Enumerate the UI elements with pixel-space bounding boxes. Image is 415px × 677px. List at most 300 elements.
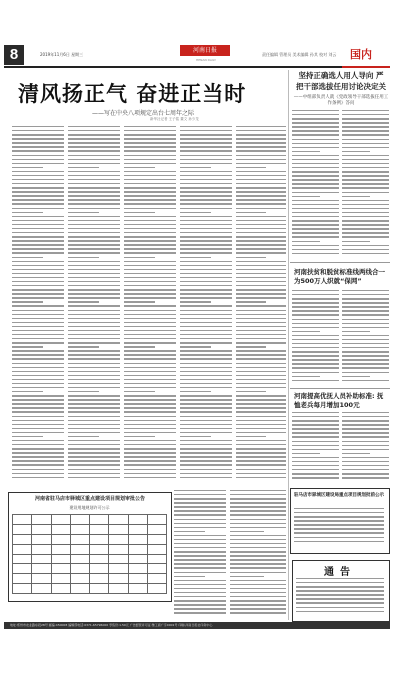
text-line: [180, 358, 232, 359]
text-line: [124, 432, 176, 433]
text-line: [12, 183, 64, 184]
text-line: [124, 371, 176, 372]
text-line: [230, 510, 286, 511]
text-line: [342, 351, 389, 352]
text-line: [12, 261, 64, 262]
text-line: [292, 245, 339, 246]
text-line: [342, 183, 389, 184]
text-line: [230, 604, 286, 605]
text-line: [292, 224, 339, 225]
text-line: [124, 424, 176, 425]
text-line: [68, 293, 120, 294]
text-line: [12, 395, 64, 396]
text-line: [342, 355, 389, 356]
text-line: [68, 371, 120, 372]
text-line: [68, 130, 120, 131]
text-line: [12, 469, 64, 470]
text-line: [180, 305, 232, 306]
text-line: [12, 285, 64, 286]
text-line: [180, 126, 232, 127]
text-line: [174, 551, 226, 552]
text-line: [180, 199, 232, 200]
text-line: [236, 277, 286, 278]
text-line: [180, 456, 232, 457]
text-line: [230, 576, 264, 577]
text-line: [236, 159, 286, 160]
text-line: [124, 289, 176, 290]
text-line: [12, 208, 64, 209]
text-line: [342, 302, 389, 303]
text-line: [68, 358, 120, 359]
text-line: [68, 379, 120, 380]
text-line: [230, 527, 286, 528]
text-line: [236, 350, 286, 351]
text-line: [68, 464, 120, 465]
text-line: [236, 146, 286, 147]
text-line: [236, 440, 286, 441]
text-line: [236, 126, 286, 127]
text-line: [180, 261, 232, 262]
text-line: [292, 372, 339, 373]
text-line: [292, 216, 339, 217]
text-line: [124, 220, 176, 221]
text-line: [68, 334, 120, 335]
text-line: [68, 330, 120, 331]
text-line: [12, 134, 64, 135]
text-line: [180, 142, 232, 143]
text-line: [180, 269, 232, 270]
text-line: [292, 380, 339, 381]
text-line: [236, 285, 286, 286]
text-line: [180, 208, 232, 209]
text-line: [236, 155, 286, 156]
text-line: [124, 195, 176, 196]
text-line: [180, 187, 232, 188]
date-line: 2019年11月6日 星期三: [40, 52, 84, 57]
text-line: [68, 448, 120, 449]
text-line: [68, 350, 120, 351]
text-line: [292, 249, 339, 250]
text-line: [12, 228, 64, 229]
editors-line: 责任编辑 管理员 美术编辑 孙其 校对 刘云: [262, 52, 337, 57]
text-line: [12, 142, 64, 143]
text-line: [68, 252, 120, 253]
text-line: [174, 523, 226, 524]
text-line: [124, 216, 176, 217]
text-line: [124, 363, 176, 364]
text-line: [124, 273, 176, 274]
text-line: [294, 528, 384, 529]
text-line: [180, 155, 232, 156]
text-line: [236, 167, 266, 168]
text-line: [180, 411, 232, 412]
text-line: [124, 477, 176, 478]
text-line: [180, 440, 232, 441]
text-line: [236, 363, 286, 364]
text-line: [12, 318, 64, 319]
text-line: [342, 343, 389, 344]
text-line: [236, 252, 286, 253]
text-line: [180, 391, 211, 392]
text-line: [180, 297, 232, 298]
text-line: [68, 195, 120, 196]
text-line: [236, 301, 266, 302]
text-line: [180, 232, 232, 233]
text-line: [230, 572, 286, 573]
text-line: [68, 265, 120, 266]
text-line: [230, 535, 286, 536]
right-low-title: 河南提高优抚人员补助标准: 抚恤老兵每月增加100元: [294, 392, 384, 409]
text-line: [342, 310, 389, 311]
text-line: [124, 473, 176, 474]
text-line: [180, 195, 232, 196]
text-line: [294, 532, 384, 533]
text-line: [68, 407, 120, 408]
text-line: [124, 269, 176, 270]
text-line: [236, 240, 286, 241]
text-line: [180, 444, 232, 445]
text-line: [292, 187, 339, 188]
text-line: [124, 208, 176, 209]
text-line: [68, 367, 120, 368]
text-line: [292, 134, 339, 135]
right-top-title: 坚持正确选人用人导向 严把干部选拔任用讨论决定关: [296, 71, 386, 91]
text-line: [342, 114, 389, 115]
text-line: [68, 216, 120, 217]
text-line: [236, 477, 286, 478]
text-line: [342, 363, 389, 364]
text-line: [342, 335, 389, 336]
text-line: [236, 448, 286, 449]
text-line: [124, 436, 155, 437]
text-line: [12, 130, 64, 131]
text-line: [292, 367, 339, 368]
text-line: [12, 436, 43, 437]
text-line: [292, 347, 339, 348]
text-line: [12, 387, 64, 388]
text-line: [68, 159, 120, 160]
text-line: [230, 539, 286, 540]
text-line: [236, 236, 286, 237]
text-line: [236, 464, 286, 465]
text-line: [180, 203, 232, 204]
text-line: [174, 535, 226, 536]
text-line: [292, 420, 339, 421]
text-line: [342, 179, 389, 180]
text-line: [292, 376, 320, 377]
text-line: [174, 510, 226, 511]
text-line: [124, 281, 176, 282]
text-line: [12, 416, 64, 417]
text-line: [236, 354, 286, 355]
text-line: [342, 465, 389, 466]
text-line: [180, 322, 232, 323]
text-line: [124, 448, 176, 449]
text-line: [180, 314, 232, 315]
text-line: [180, 420, 232, 421]
main-headline: 清风扬正气 奋进正当时: [18, 82, 247, 106]
text-line: [292, 363, 339, 364]
text-line: [292, 477, 339, 478]
text-line: [12, 248, 64, 249]
text-line: [236, 358, 286, 359]
text-line: [68, 391, 99, 392]
text-line: [68, 248, 120, 249]
text-line: [292, 179, 339, 180]
text-line: [230, 592, 286, 593]
text-line: [124, 159, 176, 160]
text-line: [12, 301, 43, 302]
text-line: [342, 159, 389, 160]
divider: [290, 388, 390, 389]
text-line: [68, 305, 120, 306]
text-line: [124, 252, 176, 253]
text-line: [292, 126, 339, 127]
text-line: [236, 399, 286, 400]
text-line: [230, 506, 286, 507]
text-line: [12, 379, 64, 380]
text-line: [12, 411, 64, 412]
text-line: [236, 342, 286, 343]
text-line: [342, 380, 389, 381]
text-line: [124, 297, 176, 298]
text-line: [342, 331, 370, 332]
text-line: [342, 249, 389, 250]
text-line: [342, 130, 389, 131]
text-line: [342, 445, 389, 446]
text-line: [68, 171, 120, 172]
text-line: [124, 358, 176, 359]
text-line: [12, 244, 64, 245]
text-line: [230, 588, 286, 589]
text-line: [180, 428, 232, 429]
text-line: [230, 555, 286, 556]
text-line: [292, 339, 339, 340]
ad-left-title: 河南省驻马店市驿城区重点建设项目规划审批公告: [34, 496, 145, 502]
text-line: [174, 531, 205, 532]
text-line: [292, 118, 339, 119]
right-mid-column-2: [342, 290, 389, 385]
text-line: [174, 514, 226, 515]
text-line: [124, 212, 155, 213]
text-line: [68, 175, 120, 176]
text-line: [68, 477, 120, 478]
text-line: [236, 265, 286, 266]
text-line: [124, 452, 176, 453]
text-line: [12, 146, 64, 147]
text-line: [342, 110, 389, 111]
text-line: [68, 403, 120, 404]
text-line: [174, 498, 226, 499]
text-line: [236, 150, 286, 151]
text-line: [180, 416, 232, 417]
divider: [290, 262, 390, 263]
text-line: [180, 265, 232, 266]
text-line: [236, 228, 286, 229]
right-top-subtitle: ——中组部负责人就《党政领导干部选拔任用工作条例》答问: [293, 95, 389, 106]
text-line: [342, 118, 389, 119]
text-line: [292, 200, 339, 201]
text-line: [12, 195, 64, 196]
text-line: [12, 310, 64, 311]
text-line: [236, 179, 286, 180]
text-line: [292, 436, 339, 437]
text-line: [124, 265, 176, 266]
text-line: [12, 440, 64, 441]
text-line: [342, 367, 389, 368]
text-line: [292, 183, 339, 184]
text-line: [124, 175, 176, 176]
text-line: [68, 314, 120, 315]
text-line: [180, 240, 232, 241]
text-line: [296, 607, 384, 608]
text-line: [12, 199, 64, 200]
text-line: [12, 232, 64, 233]
text-line: [68, 232, 120, 233]
text-line: [236, 163, 286, 164]
text-line: [12, 399, 64, 400]
text-line: [342, 139, 389, 140]
text-line: [180, 212, 211, 213]
text-line: [12, 314, 64, 315]
text-line: [124, 257, 155, 258]
text-line: [236, 428, 286, 429]
text-line: [68, 387, 120, 388]
text-line: [12, 191, 64, 192]
text-line: [292, 110, 339, 111]
text-line: [296, 594, 384, 595]
text-line: [236, 395, 286, 396]
text-line: [124, 191, 176, 192]
text-line: [230, 498, 286, 499]
text-line: [292, 432, 339, 433]
text-line: [174, 559, 226, 560]
text-line: [174, 490, 226, 491]
text-line: [12, 155, 64, 156]
ad-right-title: 驻马店市驿城区建设局重点项目规划批前公示: [294, 493, 384, 498]
text-line: [236, 257, 266, 258]
text-line: [68, 436, 99, 437]
text-line: [180, 469, 232, 470]
text-line: [12, 375, 64, 376]
text-line: [292, 155, 339, 156]
text-line: [292, 139, 339, 140]
right-low-column-1: [292, 412, 339, 482]
text-line: [68, 224, 120, 225]
text-line: [68, 346, 99, 347]
text-line: [174, 567, 226, 568]
text-line: [124, 354, 176, 355]
text-line: [236, 208, 286, 209]
text-line: [180, 236, 232, 237]
text-line: [292, 163, 339, 164]
text-line: [342, 376, 370, 377]
text-line: [12, 342, 64, 343]
text-line: [68, 208, 120, 209]
text-line: [68, 179, 120, 180]
text-line: [124, 305, 176, 306]
text-line: [68, 473, 120, 474]
text-line: [236, 375, 286, 376]
text-line: [180, 379, 232, 380]
text-line: [236, 261, 286, 262]
text-line: [124, 383, 176, 384]
text-line: [124, 379, 176, 380]
text-line: [292, 359, 339, 360]
text-line: [68, 322, 120, 323]
text-line: [12, 407, 64, 408]
text-line: [342, 167, 389, 168]
text-line: [236, 244, 286, 245]
text-line: [124, 224, 176, 225]
text-line: [292, 457, 339, 458]
text-line: [68, 469, 120, 470]
text-line: [68, 244, 120, 245]
text-line: [180, 464, 232, 465]
text-line: [292, 196, 320, 197]
text-line: [68, 444, 120, 445]
text-line: [180, 342, 232, 343]
text-line: [174, 576, 205, 577]
text-line: [180, 191, 232, 192]
text-line: [124, 155, 176, 156]
text-line: [236, 452, 286, 453]
text-line: [230, 612, 286, 613]
text-line: [292, 449, 339, 450]
text-line: [180, 350, 232, 351]
text-line: [12, 138, 64, 139]
text-line: [124, 318, 176, 319]
text-line: [342, 428, 389, 429]
text-line: [68, 399, 120, 400]
text-line: [12, 150, 64, 151]
text-line: [180, 448, 232, 449]
text-line: [342, 359, 389, 360]
text-line: [124, 330, 176, 331]
text-line: [124, 142, 176, 143]
text-line: [12, 175, 64, 176]
text-line: [230, 580, 286, 581]
text-line: [124, 428, 176, 429]
text-line: [292, 473, 339, 474]
text-line: [292, 294, 339, 295]
text-line: [296, 578, 384, 579]
text-line: [12, 269, 64, 270]
text-line: [68, 273, 120, 274]
text-line: [68, 460, 120, 461]
text-line: [124, 293, 176, 294]
text-line: [124, 163, 176, 164]
text-line: [68, 167, 99, 168]
text-line: [12, 167, 43, 168]
text-line: [174, 612, 226, 613]
text-line: [124, 301, 155, 302]
text-line: [294, 537, 384, 538]
text-line: [68, 240, 120, 241]
text-line: [68, 257, 99, 258]
text-line: [124, 387, 176, 388]
column-divider: [288, 70, 289, 620]
text-line: [180, 138, 232, 139]
text-line: [124, 138, 176, 139]
text-line: [342, 134, 389, 135]
text-line: [180, 175, 232, 176]
text-line: [12, 464, 64, 465]
text-line: [68, 183, 120, 184]
text-line: [236, 334, 286, 335]
text-line: [230, 519, 286, 520]
text-line: [124, 367, 176, 368]
